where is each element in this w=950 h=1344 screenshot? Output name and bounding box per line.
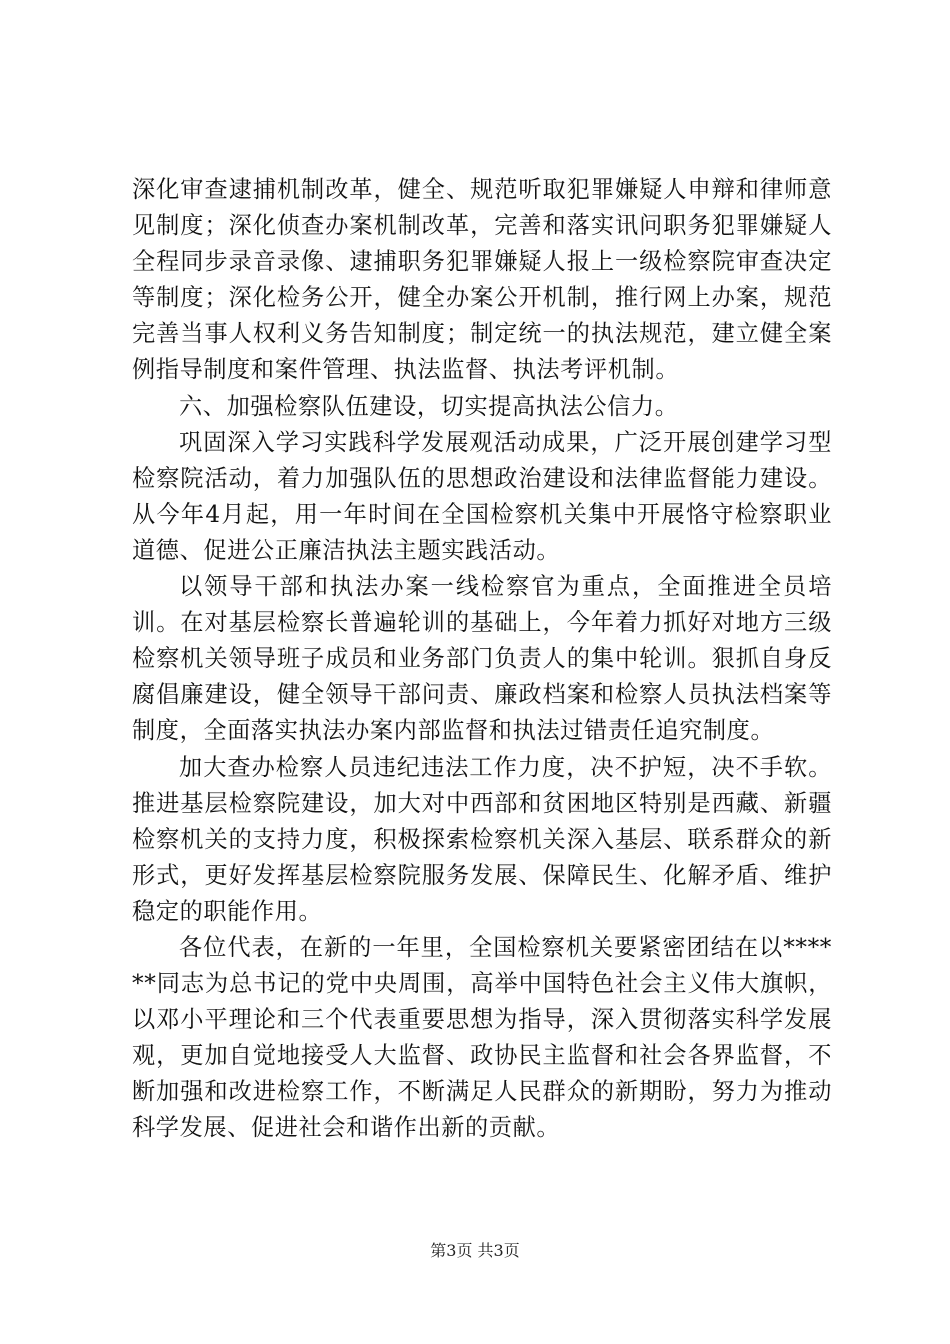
paragraph-4: 以领导干部和执法办案一线检察官为重点，全面推进全员培训。在对基层检察长普遍轮训的基础上，今年着力抓好对地方三级检察机关领导班子成员和业务部门负责人的集中轮训。狠抓自身反腐倡廉建设，健全领导干部问责、廉政档案和检察人员执法档案等制度，全面落实执法办案内部监督和执法过错责任追究制度。 bbox=[132, 573, 832, 745]
section-heading: 六、加强检察队伍建设，切实提高执法公信力。 bbox=[179, 392, 679, 420]
paragraph-5: 加大查办检察人员违纪违法工作力度，决不护短，决不手软。推进基层检察院建设，加大对中西部和贫困地区特别是西藏、新疆检察机关的支持力度，积极探索检察机关深入基层、联系群众的新形式，更好发挥基层检察院服务发展、保障民生、化解矛盾、维护稳定的职能作用。 bbox=[132, 753, 832, 925]
document-body bbox=[132, 172, 832, 1147]
paragraph-1: 深化审查逮捕机制改革，健全、规范听取犯罪嫌疑人申辩和律师意见制度；深化侦查办案机制改革，完善和落实讯问职务犯罪嫌疑人全程同步录音录像、逮捕职务犯罪嫌疑人报上一级检察院审查决定等制度；深化检务公开，健全办案公开机制，推行网上办案，规范完善当事人权利义务告知制度；制定统一的执法规范，建立健全案例指导制度和案件管理、执法监督、执法考评机制。 bbox=[132, 176, 832, 384]
paragraph-3: 巩固深入学习实践科学发展观活动成果，广泛开展创建学习型检察院活动，着力加强队伍的思想政治建设和法律监督能力建设。从今年4月起，用一年时间在全国检察机关集中开展恪守检察职业道德、促进公正廉洁执法主题实践活动。 bbox=[132, 428, 832, 564]
paragraph-6: 各位代表，在新的一年里，全国检察机关要紧密团结在以******同志为总书记的党中央周围，高举中国特色社会主义伟大旗帜，以邓小平理论和三个代表重要思想为指导，深入贯彻落实科学发展观，更加自觉地接受人大监督、政协民主监督和社会各界监督，不断加强和改进检察工作，不断满足人民群众的新期盼，努力为推动科学发展、促进社会和谐作出新的贡献。 bbox=[132, 933, 832, 1142]
page-footer: 第3页 共3页 bbox=[430, 1241, 520, 1260]
